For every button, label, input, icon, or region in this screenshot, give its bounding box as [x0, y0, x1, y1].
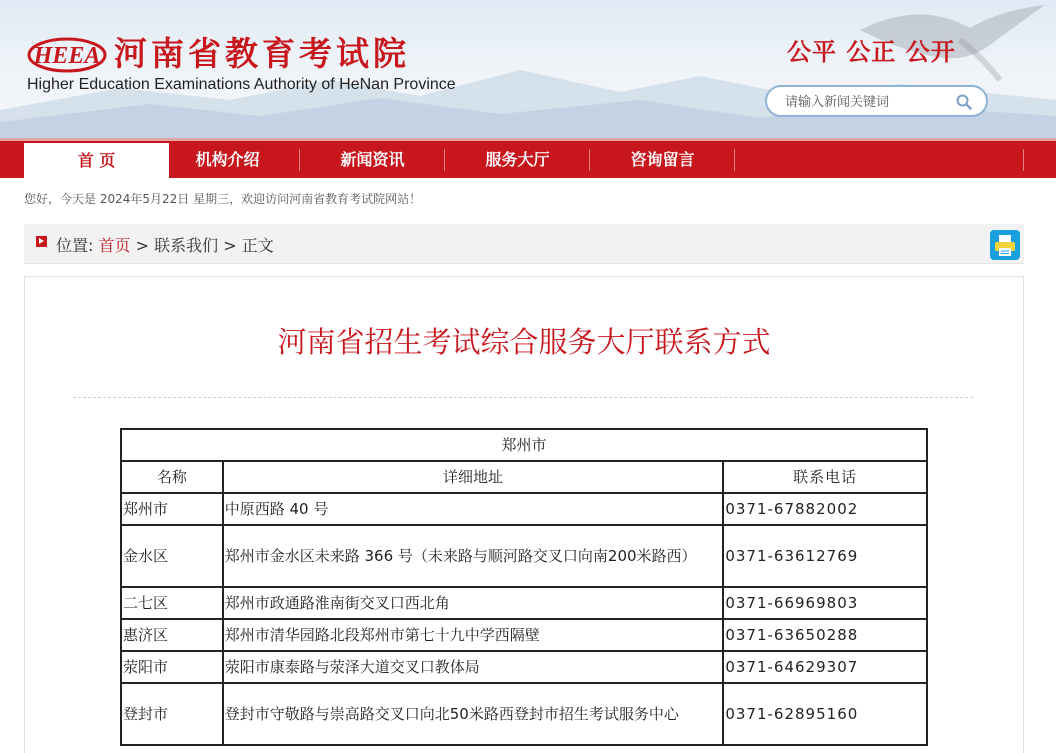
search-box — [765, 85, 988, 117]
breadcrumb-contact-link[interactable]: 联系我们 — [154, 236, 219, 255]
site-title: 河南省教育考试院 — [114, 34, 410, 73]
heea-logo-icon — [27, 36, 107, 74]
cell-phone: 0371-63612769 — [723, 525, 927, 587]
nav-item-consult[interactable]: 咨询留言 — [630, 150, 695, 169]
breadcrumb-separator: > — [135, 236, 150, 255]
cell-address: 郑州市政通路淮南街交叉口西北角 — [223, 587, 724, 619]
table-row — [121, 619, 927, 651]
cell-phone: 0371-62895160 — [723, 683, 927, 745]
search-input[interactable] — [785, 92, 945, 112]
cell-name: 荥阳市 — [121, 651, 223, 683]
table-city-row — [121, 429, 927, 461]
table-row — [121, 651, 927, 683]
logo-text: HEEA — [33, 43, 101, 69]
main-nav — [0, 138, 1056, 178]
column-header-phone: 联系电话 — [723, 461, 927, 493]
title-divider — [73, 397, 973, 398]
cell-address: 荥阳市康泰路与荥泽大道交叉口教体局 — [223, 651, 724, 683]
breadcrumb-bar — [24, 224, 1024, 264]
cell-phone: 0371-67882002 — [723, 493, 927, 525]
table-row — [121, 493, 927, 525]
nav-item-about[interactable]: 机构介绍 — [195, 150, 260, 169]
cell-name: 郑州市 — [121, 493, 223, 525]
table-row — [121, 525, 927, 587]
slogan: 公平 公正 公开 — [787, 38, 956, 66]
breadcrumb — [56, 233, 274, 256]
nav-divider — [1023, 149, 1024, 171]
cell-name: 二七区 — [121, 587, 223, 619]
breadcrumb-home-link[interactable]: 首页 — [98, 236, 131, 255]
table-row — [121, 683, 927, 745]
cell-address: 登封市守敬路与崇高路交叉口向北50米路西登封市招生考试服务中心 — [223, 683, 724, 745]
cell-phone: 0371-63650288 — [723, 619, 927, 651]
column-header-name: 名称 — [121, 461, 223, 493]
breadcrumb-separator: > — [223, 236, 237, 255]
cell-address: 中原西路 40 号 — [223, 493, 724, 525]
breadcrumb-current: 正文 — [241, 236, 274, 255]
table-row — [121, 587, 927, 619]
site-header — [0, 0, 1056, 138]
cell-phone: 0371-64629307 — [723, 651, 927, 683]
nav-item-service-hall[interactable]: 服务大厅 — [485, 150, 550, 169]
nav-item-news[interactable]: 新闻资讯 — [340, 150, 405, 169]
cell-address: 郑州市清华园路北段郑州市第七十九中学西隔壁 — [223, 619, 724, 651]
cell-name: 金水区 — [121, 525, 223, 587]
contacts-table — [120, 428, 928, 746]
column-header-address: 详细地址 — [223, 461, 724, 493]
article-title: 河南省招生考试综合服务大厅联系方式 — [277, 325, 771, 359]
cell-address: 郑州市金水区未来路 366 号（未来路与顺河路交叉口向南200米路西） — [223, 525, 724, 587]
search-icon[interactable] — [956, 94, 972, 110]
table-header-row — [121, 461, 927, 493]
table-city-cell: 郑州市 — [121, 429, 927, 461]
site-subtitle: Higher Education Examinations Authority of HeNan Province — [27, 76, 456, 93]
cell-name: 登封市 — [121, 683, 223, 745]
nav-item-home[interactable]: 首 页 — [24, 143, 169, 181]
cell-phone: 0371-66969803 — [723, 587, 927, 619]
print-icon[interactable] — [990, 230, 1020, 260]
cell-name: 惠济区 — [121, 619, 223, 651]
welcome-text: 您好，今天是 2024年5月22日 星期三，欢迎访问河南省教育考试院网站！ — [24, 192, 422, 206]
breadcrumb-label: 位置: — [56, 236, 94, 255]
arrow-right-icon — [36, 236, 47, 247]
